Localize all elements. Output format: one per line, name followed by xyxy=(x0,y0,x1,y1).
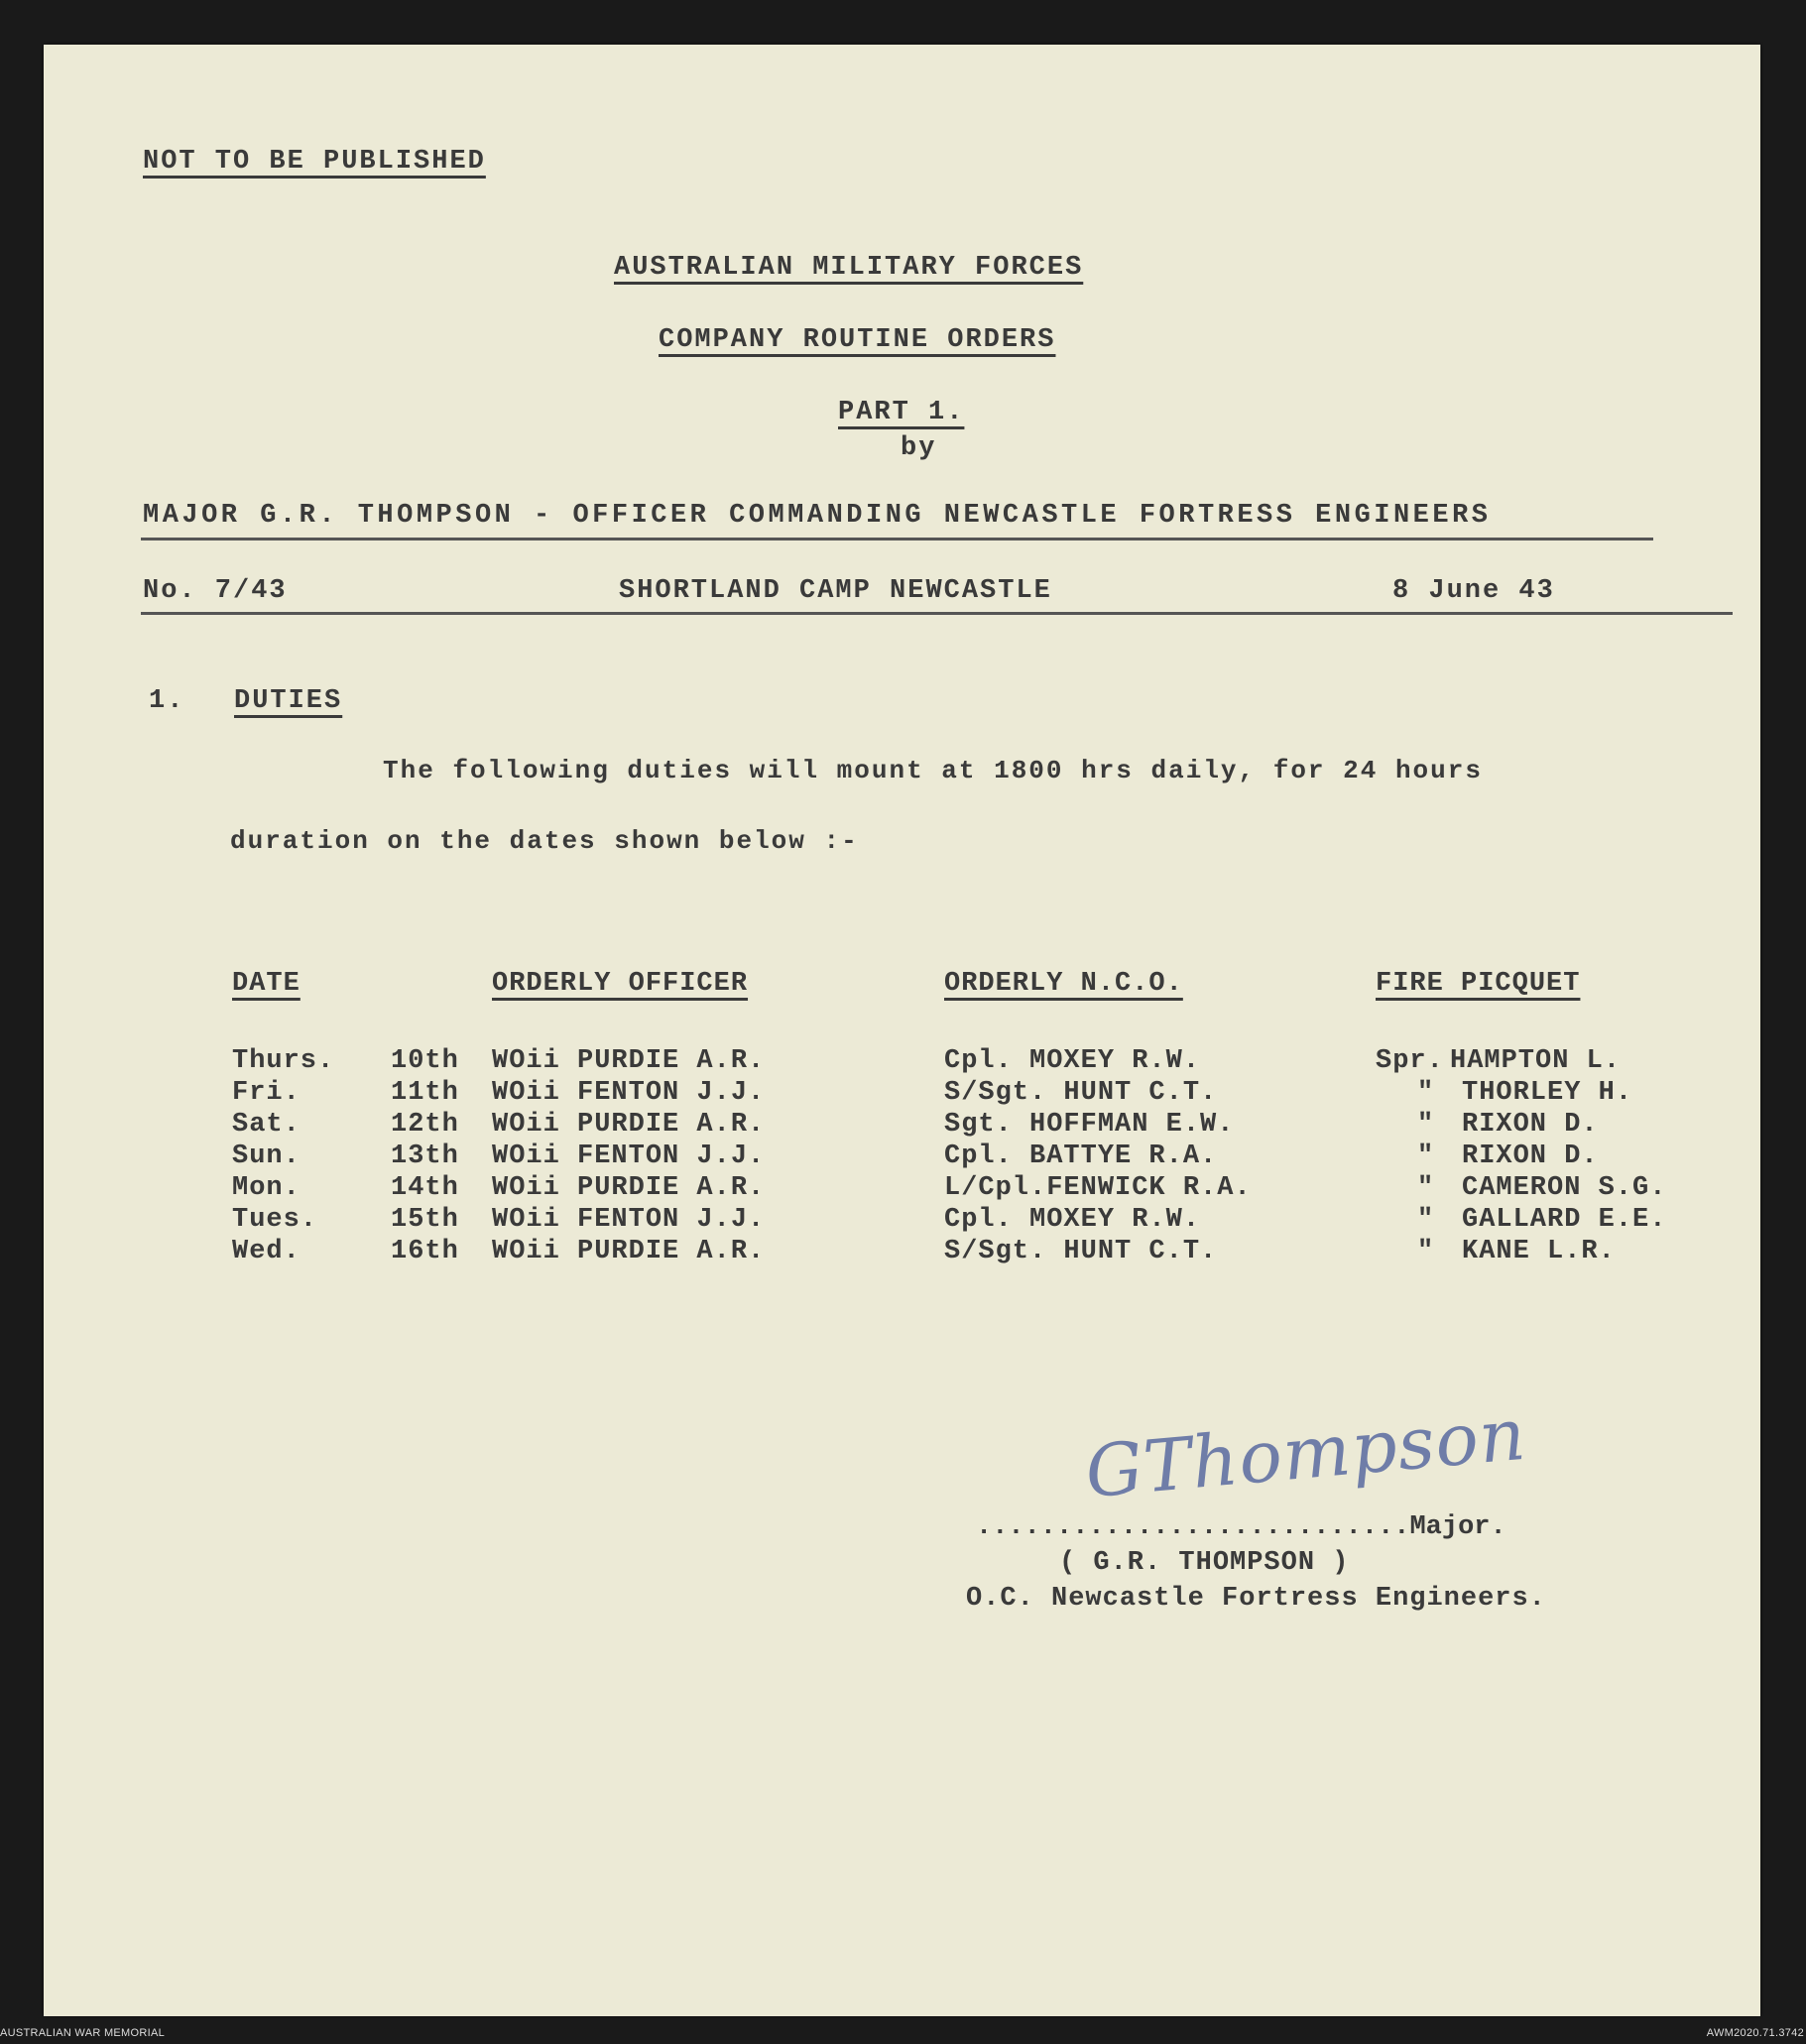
row-picquet: HAMPTON L. xyxy=(1450,1046,1622,1076)
col-header-date: DATE xyxy=(232,969,301,999)
row-day: Wed. xyxy=(232,1237,301,1266)
row-nco: S/Sgt. HUNT C.T. xyxy=(944,1078,1218,1108)
row-date: 11th xyxy=(391,1078,459,1108)
row-date: 16th xyxy=(391,1237,459,1266)
header-rule xyxy=(141,612,1733,615)
order-location: SHORTLAND CAMP NEWCASTLE xyxy=(619,576,1052,606)
row-date: 13th xyxy=(391,1142,459,1171)
row-officer: WOii FENTON J.J. xyxy=(492,1142,766,1171)
row-day: Fri. xyxy=(232,1078,301,1108)
row-picquet-prefix: " xyxy=(1417,1205,1435,1235)
row-day: Mon. xyxy=(232,1173,301,1203)
row-nco: Cpl. MOXEY R.W. xyxy=(944,1046,1201,1076)
order-date: 8 June 43 xyxy=(1392,576,1555,606)
orders-title: COMPANY ROUTINE ORDERS xyxy=(659,325,1056,355)
row-picquet-prefix: Spr. xyxy=(1376,1046,1444,1076)
row-picquet-prefix: " xyxy=(1417,1142,1435,1171)
row-day: Thurs. xyxy=(232,1046,335,1076)
row-date: 10th xyxy=(391,1046,459,1076)
section-number: 1. xyxy=(149,686,185,716)
commander-line: MAJOR G.R. THOMPSON - OFFICER COMMANDING NEWCASTLE FORTRESS ENGINEERS xyxy=(143,501,1492,531)
row-officer: WOii PURDIE A.R. xyxy=(492,1110,766,1140)
row-picquet: CAMERON S.G. xyxy=(1462,1173,1667,1203)
restriction-notice: NOT TO BE PUBLISHED xyxy=(143,147,486,177)
col-header-nco: ORDERLY N.C.O. xyxy=(944,969,1183,999)
commander-rule xyxy=(141,538,1653,541)
paragraph-line-1: The following duties will mount at 1800 hrs daily, for 24 hours xyxy=(383,756,1483,785)
footer-accession-number: AWM2020.71.3742 xyxy=(1706,2027,1804,2039)
row-day: Sat. xyxy=(232,1110,301,1140)
row-day: Tues. xyxy=(232,1205,318,1235)
row-nco: Cpl. BATTYE R.A. xyxy=(944,1142,1218,1171)
row-picquet: RIXON D. xyxy=(1462,1110,1599,1140)
row-picquet: KANE L.R. xyxy=(1462,1237,1616,1266)
signatory-name: ( G.R. THOMPSON ) xyxy=(1059,1548,1350,1578)
signatory-appointment: O.C. Newcastle Fortress Engineers. xyxy=(966,1584,1546,1614)
footer-archive-name: AUSTRALIAN WAR MEMORIAL xyxy=(0,2027,166,2039)
row-nco: S/Sgt. HUNT C.T. xyxy=(944,1237,1218,1266)
row-date: 15th xyxy=(391,1205,459,1235)
row-picquet-prefix: " xyxy=(1417,1110,1435,1140)
part-heading: PART 1. xyxy=(838,398,965,427)
order-number: No. 7/43 xyxy=(143,576,288,606)
row-picquet-prefix: " xyxy=(1417,1078,1435,1108)
row-nco: L/Cpl.FENWICK R.A. xyxy=(944,1173,1252,1203)
row-officer: WOii FENTON J.J. xyxy=(492,1078,766,1108)
row-picquet: RIXON D. xyxy=(1462,1142,1599,1171)
section-heading: DUTIES xyxy=(234,686,343,716)
by-line: by xyxy=(901,433,937,463)
row-nco: Cpl. MOXEY R.W. xyxy=(944,1205,1201,1235)
row-officer: WOii PURDIE A.R. xyxy=(492,1173,766,1203)
row-officer: WOii FENTON J.J. xyxy=(492,1205,766,1235)
handwritten-signature: GThompson xyxy=(1082,1391,1530,1514)
row-officer: WOii PURDIE A.R. xyxy=(492,1046,766,1076)
signature-dotted-line: ...........................Major. xyxy=(976,1512,1506,1542)
col-header-officer: ORDERLY OFFICER xyxy=(492,969,749,999)
document-page xyxy=(44,45,1760,2016)
row-nco: Sgt. HOFFMAN E.W. xyxy=(944,1110,1235,1140)
row-picquet: THORLEY H. xyxy=(1462,1078,1633,1108)
forces-heading: AUSTRALIAN MILITARY FORCES xyxy=(614,253,1084,283)
row-day: Sun. xyxy=(232,1142,301,1171)
col-header-picquet: FIRE PICQUET xyxy=(1376,969,1581,999)
row-picquet-prefix: " xyxy=(1417,1237,1435,1266)
row-date: 12th xyxy=(391,1110,459,1140)
row-officer: WOii PURDIE A.R. xyxy=(492,1237,766,1266)
row-date: 14th xyxy=(391,1173,459,1203)
row-picquet-prefix: " xyxy=(1417,1173,1435,1203)
row-picquet: GALLARD E.E. xyxy=(1462,1205,1667,1235)
paragraph-line-2: duration on the dates shown below :- xyxy=(230,826,859,856)
